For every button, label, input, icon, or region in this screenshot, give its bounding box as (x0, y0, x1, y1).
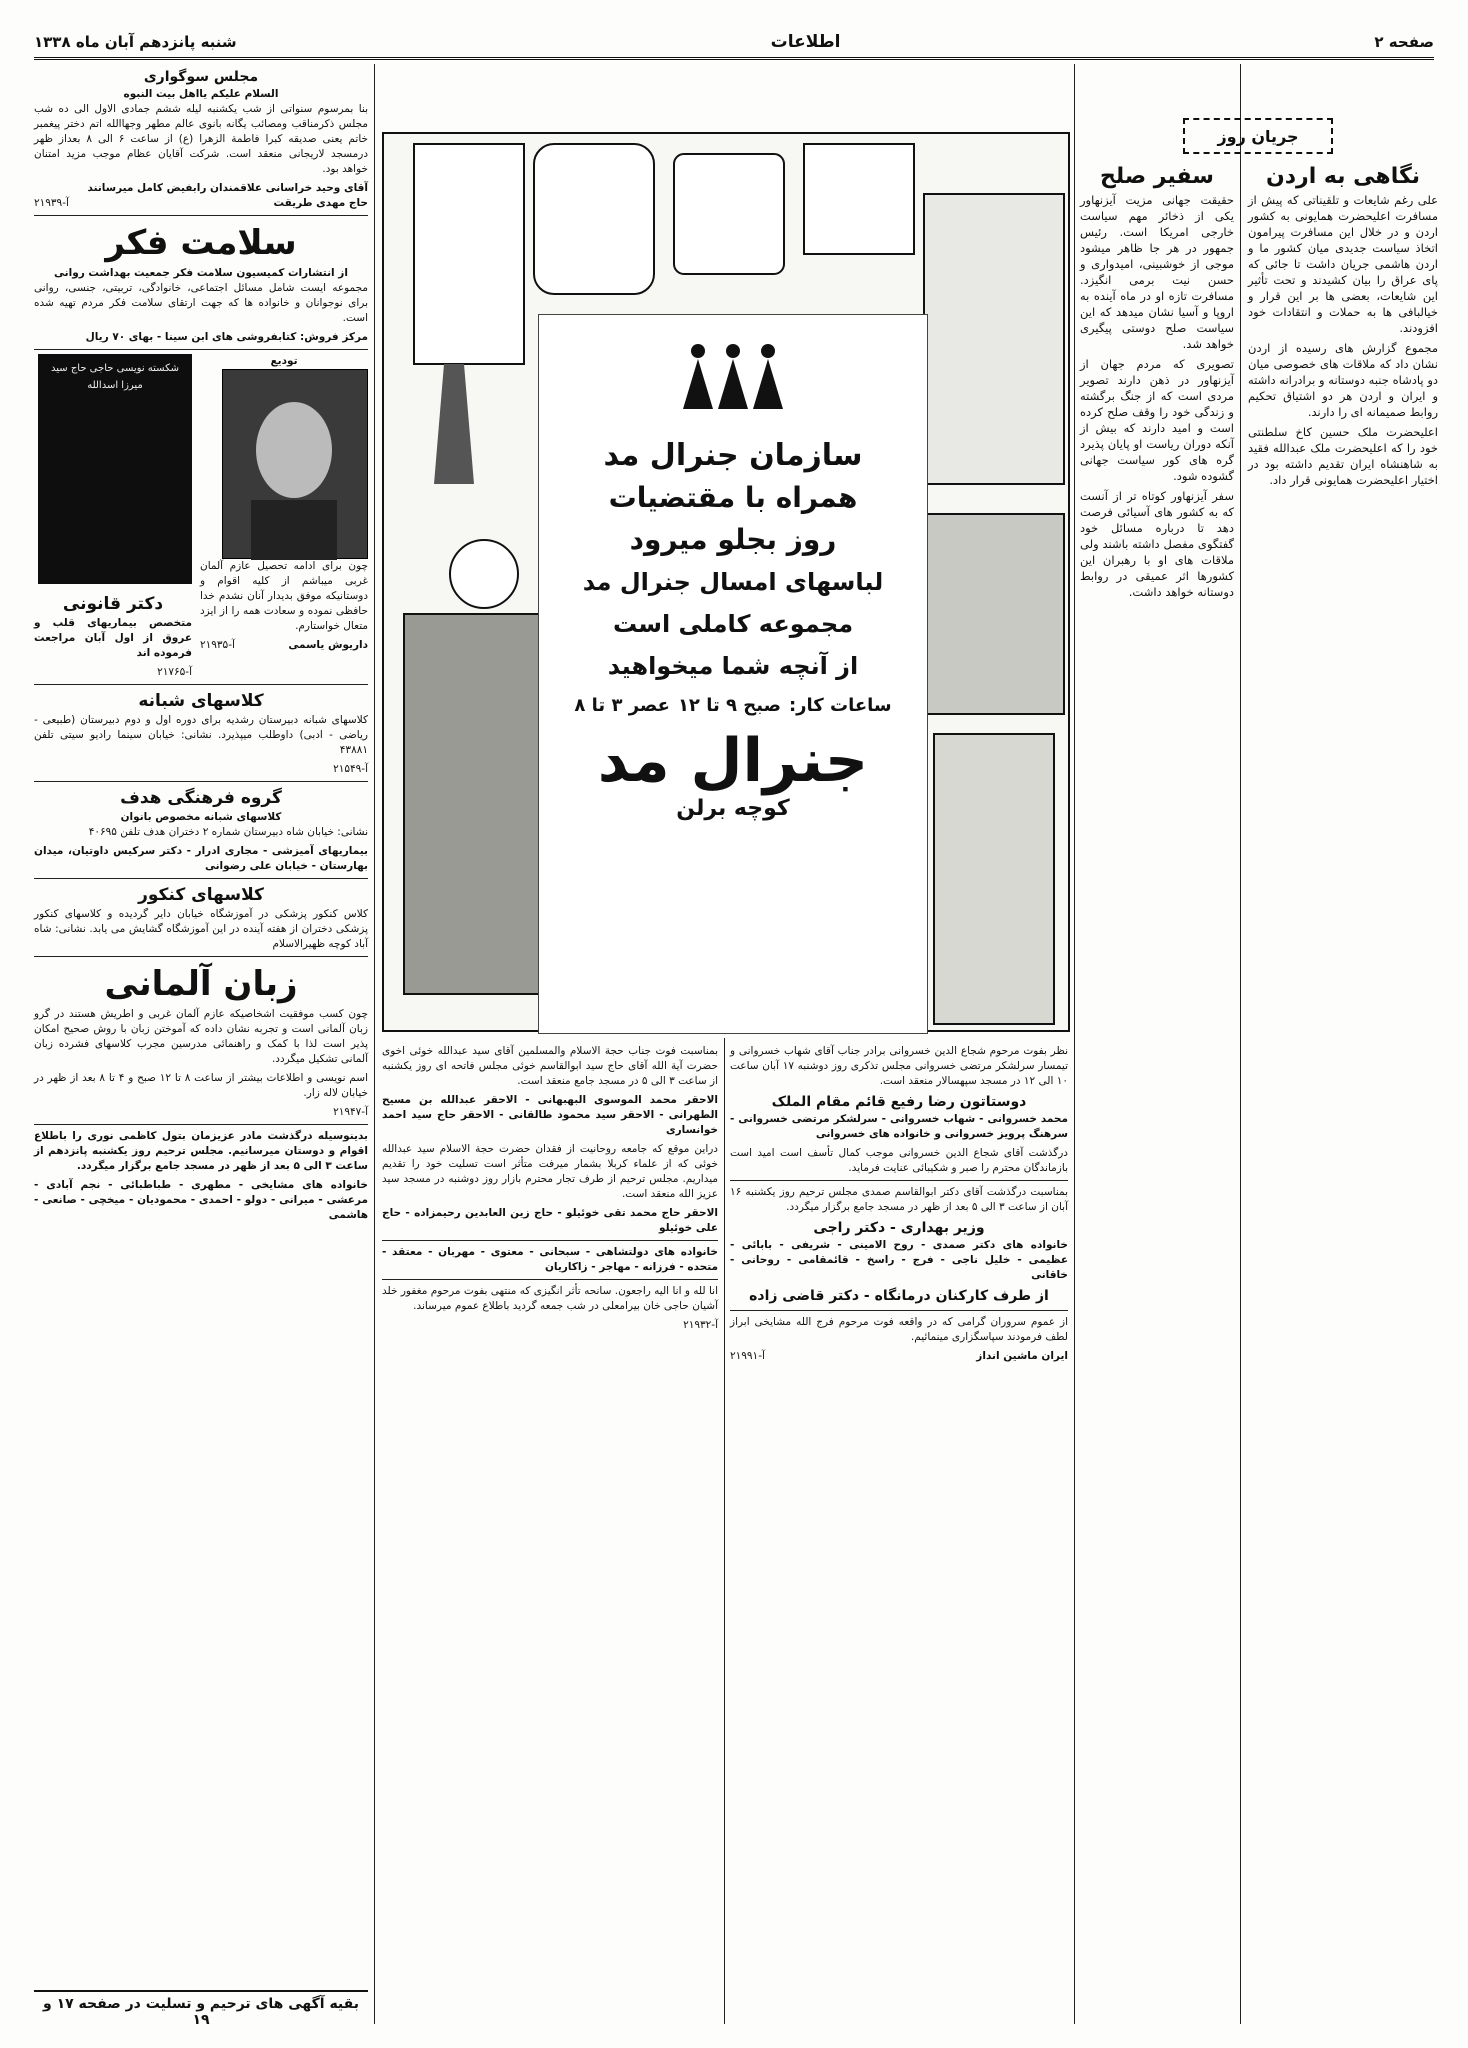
ad-line-4: لباسهای امسال جنرال مد (582, 568, 884, 596)
column-rule (1240, 64, 1241, 2024)
hours-morning: صبح ۹ تا ۱۲ (677, 695, 781, 716)
german-text: چون کسب موفقیت اشخاصیکه عازم آلمان غربی و اطریش هستند در گرو زبان آلمانی است و تجربه نشان داده که آموختن زبان با روش صحیح امکان پذیر است لذا با کمک و راهنمائی مدرسین مجرب کلاسهای فشرده زبان آلمانی تشکیل میگردد. (34, 1008, 368, 1065)
german-text-2: اسم نویسی و اطلاعات بیشتر از ساعت ۸ تا ۱۲ صبح و ۴ تا ۸ بعد از ظهر در خیابان لاله زار. (34, 1072, 368, 1099)
ad-text-card (538, 314, 928, 1034)
condolence-1-text-3: خانواده های دولتشاهی - سبحانی - معتوی - مهربان - معتقد - متحده - فرزانه - مهاجر - زاکاریان (382, 1246, 718, 1273)
condolence-column-2 (730, 1044, 1068, 2019)
divider (34, 215, 368, 216)
condolence-1-text-2: دراین موقع که جامعه روحانیت از فقدان حضرت حجة الاسلام سید عبدالله خوئی که از علماء کربلا بشمار میرفت متأثر است تسلیت خود را تقدیم میداریم. مجلس ترحیم از طرف تجار محترم بازار روز دوشنبه در مسجد سید عزیز الله منعقد است. (382, 1143, 718, 1200)
farewell-code: آ-۲۱۹۳۵ (200, 639, 235, 651)
condolence-1-code: آ-۲۱۹۳۲ (683, 1319, 718, 1331)
brand-name: جنرال مد (597, 726, 869, 796)
farewell-label: تودیع (270, 355, 298, 367)
condolence-1-text: بمناسبت فوت جناب حجة الاسلام والمسلمین آقای سید عبدالله خوئی اخوی حضرت آیة الله آقای حاج سید ابوالقاسم خوئی مجلس فاتحه ای روز یکشنبه از ساعت ۳ الی ۵ در مسجد جامع منعقد است. (382, 1045, 718, 1087)
night-class-title: کلاسهای شبانه (138, 691, 264, 711)
condolence-1-text-4: انا لله و انا الیه راجعون. سانحه تأثر انگیزی که منتهی بفوت مرحوم مغفور خلد آشیان حاجی خان بیرامعلی در شب جمعه گردید باطلاع عموم میرساند. (382, 1285, 718, 1312)
divider (34, 878, 368, 879)
newspaper-name: اطلاعات (770, 31, 841, 52)
ambassador-title: سفیر صلح (1100, 164, 1214, 189)
ambassador-text-3: سفر آیزنهاور کوتاه تر از آنست که به کشور های آسیائی فرصت دهد تا درباره مسائل خود گفتگوی مفصل داشته باشند ولی ملاقات های او با رهبران این کشورها اثر عمیقی در روابط دوستانه خواهد داشت. (1080, 489, 1234, 599)
salamat-text: مجموعه ایست شامل مسائل اجتماعی، خانوادگی، تربیتی، جنسی، روانی برای نوجوانان و خانواده ها که جهت ارتقای سلامت فکر مردم تهیه شده است. (34, 282, 368, 324)
column-tag: جریان روز (1183, 118, 1333, 154)
bottom-notice: بدینوسیله درگذشت مادر عزیزمان بتول کاظمی نوری را باطلاع اقوام و دوستان میرسانیم. مجلس ترحیم روز یکشنبه پانزدهم از ساعت ۳ الی ۵ بعد از ظهر در مسجد جامع برگزار میگردد. (34, 1130, 368, 1172)
ad-line-2: همراه با مقتضیات (608, 481, 858, 514)
working-hours (539, 695, 927, 716)
jordan-text: علی رغم شایعات و تلقیناتی که پیش از مسافرت اعلیحضرت همایونی به کشور اردن و در خلال این مسافرت پیرامون اتخاذ سیاست جدیدی میان کشور ما و اردن هاشمی جریان داشت تا جائی که پای عراق را بیان کشیدند و تحت تأثیر این شایعات، بعضی ها بر این قرار و خیالبافی ها به حملات و انتقادات خود افزودند. (1248, 193, 1438, 335)
hadaf-text-2: بیماریهای آمیزشی - مجاری ادرار - دکتر سرکیس داوتیان، میدان بهارستان - خیابان علی رضوانی (34, 845, 368, 872)
condolence-2-title-3: از طرف کارکنان درمانگاه - دکتر قاضی زاده (749, 1288, 1049, 1304)
night-class-text: کلاسهای شبانه دبیرستان رشدیه برای دوره اول و دوم دبیرستان (طبیعی - ریاضی - ادبی) داوطلب میپذیرد. نشانی: خیابان سینما رادیو سیتی تلفن ۴۳۸۸۱ (34, 714, 368, 756)
hours-label: ساعات کار: (788, 695, 892, 716)
divider (34, 349, 368, 350)
divider (382, 1279, 718, 1280)
column-rule (724, 1038, 725, 2024)
date-line: شنبه پانزدهم آبان ماه ۱۳۳۸ (34, 32, 237, 51)
jordan-article (1248, 162, 1438, 2022)
divider (34, 956, 368, 957)
mourning-text: بنا بمرسوم سنواتی از شب یکشنبه لیله ششم جمادی الاول الی ده شب مجلس ذکرمناقب ومصائب یگانه بانوی عالم مطهر وجهاالله اتم دختر پیغمبر خاتم یعنی صدیقه کبرا فاطمة الزهرا (ع) از ساعت ۶ الی ۸ بعداز ظهر درمسجد لاریجانی منعقد است. شرکت آقایان عظام موجب مزید امتنان خواهد بود. (34, 103, 369, 175)
doctor-text: متخصص بیماریهای قلب و عروق از اول آبان مراجعت فرموده اند (34, 617, 192, 659)
page-header (34, 26, 1434, 60)
konkur-title: کلاسهای کنکور (138, 885, 264, 905)
ambassador-text: حقیقت جهانی مزیت آیزنهاور یکی از ذخائر مهم سیاست خارجی امریکا است. رئیس جمهور در هر جا ظاهر میشود موجی از خوشبینی، امیدواری و حسن نیت برمی انگیزد. مسافرت تازه او در ماه آینده به اروپا و آسیا نشان میدهد که این سیاست صلح دوستی پیگیری خواهد شد. (1080, 193, 1234, 351)
condolence-2-sign-2: ایران ماشین انداز (976, 1350, 1068, 1362)
jordan-text-3: اعلیحضرت ملک حسین کاخ سلطنتی خود را که اعلیحضرت ملک عبدالله فقید به شاهنشاه ایران تقدیم داشته بود در اختیار اعلیحضرت همایونی قرار داد. (1248, 425, 1438, 487)
german-code: آ-۲۱۹۴۷ (333, 1106, 368, 1118)
condolence-1-sign-2: الاحقر حاج محمد تقی خوئیلو - حاج زین العابدین رحیمزاده - حاج علی خوئیلو (382, 1207, 718, 1234)
farewell-text: چون برای ادامه تحصیل عازم آلمان غربی میباشم از کلیه اقوام و دوستانیکه موفق بدیدار آنان نشدم خدا حافظی نموده و سعادت همه را از ایزد متعال خواستارم. (200, 560, 368, 632)
doctor-title: دکتر قانونی (62, 594, 164, 614)
condolence-2-text-4: خانواده های دکتر صمدی - روح الامینی - شریفی - بابائی - عظیمی - خلیل ناجی - فرج - راسخ - قائمقامی - روحانی - خاقانی (730, 1239, 1068, 1281)
jordan-text-2: مجموع گزارش های رسیده از اردن نشان داد که ملاقات های خصوصی میان دو پادشاه جنبه دوستانه و برادرانه داشته و ایران و اردن هر دو اشتیاق تحکیم روابط صمیمانه ای را دارند. (1248, 341, 1438, 419)
farewell-block (34, 354, 368, 680)
condolence-2-text: نظر بفوت مرحوم شجاع الدین خسروانی برادر جناب آقای شهاب خسروانی و تیمسار سرلشکر مرتضی خسروانی مجلس تذکری روز دوشنبه ۱۷ آبان ساعت ۱۰ الی ۱۲ در مسجد سپهسالار منعقد است. (730, 1045, 1068, 1087)
hadaf-title: گروه فرهنگی هدف (120, 788, 282, 808)
salamat-title: سلامت فکر (105, 223, 297, 263)
german-title: زبان آلمانی (104, 964, 298, 1004)
farewell-portrait (222, 369, 368, 559)
brand-logo-icon (673, 329, 793, 419)
general-mode-advertisement (382, 132, 1070, 1032)
divider (34, 1124, 368, 1125)
salamat-distribution: مرکز فروش: کتابفروشی های ابن سینا - بهای ۷۰ ریال (85, 331, 368, 343)
mourning-code: آ-۲۱۹۳۹ (34, 197, 69, 209)
doctor-code: آ-۲۱۷۶۵ (157, 666, 192, 678)
hadaf-subtitle: کلاسهای شبانه مخصوص بانوان (120, 811, 282, 823)
divider (730, 1180, 1068, 1181)
mourning-greeting: السلام علیکم یااهل بیت النبوه (123, 88, 279, 100)
condolence-2-title: دوستاتون رضا رفیع قائم مقام الملک (771, 1094, 1027, 1110)
condolence-2-text-3: بمناسبت درگذشت آقای دکتر ابوالقاسم صمدی مجلس ترحیم روز یکشنبه ۱۶ آبان از ساعت ۳ الی ۵ بعد از ظهر در مسجد جامع برگزار میگردد. (730, 1186, 1068, 1213)
hadaf-text: نشانی: خیابان شاه دبیرستان شماره ۲ دختران هدف تلفن ۴۰۶۹۵ (88, 826, 368, 838)
ad-line-3: روز بجلو میرود (629, 523, 837, 556)
column-rule (374, 64, 375, 2024)
calligraphy-ad: شکسته نویسی حاجی حاج سید میرزا اسدالله (38, 354, 192, 584)
left-column (34, 68, 368, 2018)
bottom-notice-2: خانواده های مشایخی - مطهری - طباطبائی - نجم آبادی - مرعشی - میرانی - دولو - احمدی - محمودیان - میخچی - صانعی - هاشمی (34, 1179, 368, 1221)
column-rule (1074, 64, 1075, 2024)
jordan-title: نگاهی به اردن (1265, 164, 1421, 189)
hours-afternoon: عصر ۳ تا ۸ (574, 695, 670, 716)
night-class-code: آ-۲۱۵۴۹ (333, 763, 368, 775)
divider (34, 684, 368, 685)
ad-line-5: مجموعه کاملی است (612, 610, 854, 638)
condolence-column-1 (382, 1044, 718, 2019)
konkur-text: کلاس کنکور پزشکی در آموزشگاه خیابان دایر گردیده و کلاسهای کنکور پزشکی دختران از هفته آینده در این آموزشگاه گشایش می یابد. نشانی: شاه آباد کوچه ظهیرالاسلام (34, 908, 368, 950)
condolence-2-title-2: وزیر بهداری - دکتر راجی (813, 1220, 985, 1236)
store-street: کوچه برلن (676, 796, 790, 821)
condolence-2-code: آ-۲۱۹۹۱ (730, 1350, 765, 1362)
salamat-subtitle: از انتشارات کمیسیون سلامت فکر جمعیت بهداشت روانی (54, 267, 348, 279)
divider (730, 1310, 1068, 1311)
ad-line-6: از آنچه شما میخواهید (607, 652, 859, 680)
divider (34, 781, 368, 782)
mourning-sign: آقای وحید خراسانی علاقمندان رابفیض کامل میرسانند (87, 182, 368, 194)
mourning-sign-2: حاج مهدی طریقت (273, 197, 368, 209)
condolence-2-text-2: درگذشت آقای شجاع الدین خسروانی موجب کمال تأسف است امید است بازماندگان محترم را صبر و شکیبائی عنایت فرماید. (730, 1147, 1068, 1174)
farewell-name: داریوش یاسمی (288, 639, 368, 651)
ambassador-article (1080, 162, 1234, 2022)
condolence-2-text-5: از عموم سروران گرامی که در واقعه فوت مرحوم فرج الله مشایخی ابراز لطف فرمودند سپاسگزاری مینمائیم. (730, 1316, 1068, 1343)
footer-note: بقیه آگهی های ترحیم و تسلیت در صفحه ۱۷ و ۱۹ (34, 1990, 368, 2018)
portrait-icon (221, 370, 367, 560)
mourning-title: مجلس سوگواری (143, 69, 259, 85)
divider (382, 1240, 718, 1241)
condolence-2-sign: محمد خسروانی - شهاب خسروانی - سرلشکر مرتضی خسروانی - سرهنگ پرویز خسروانی و خانواده های خسروانی (730, 1113, 1068, 1140)
condolence-1-sign: الاحقر محمد الموسوی البهبهانی - الاحقر عبدالله بن مسیح الطهرانی - الاحقر سید محمود طالقانی - الاحقر حاج سید احمد خوانساری (382, 1094, 718, 1136)
ambassador-text-2: تصویری که مردم جهان از آیزنهاور در ذهن دارند تصویر مردی است که از جنگ برگشته و زندگی خود را وقف صلح کرده است و امید دارند که بیش از آنکه دوران ریاست او پایان پذیرد گره های کور سیاست جهانی گشوده شود. (1080, 357, 1234, 483)
page-number-label: صفحه ۲ (1374, 32, 1434, 51)
ad-line-1: سازمان جنرال مد (603, 438, 863, 473)
